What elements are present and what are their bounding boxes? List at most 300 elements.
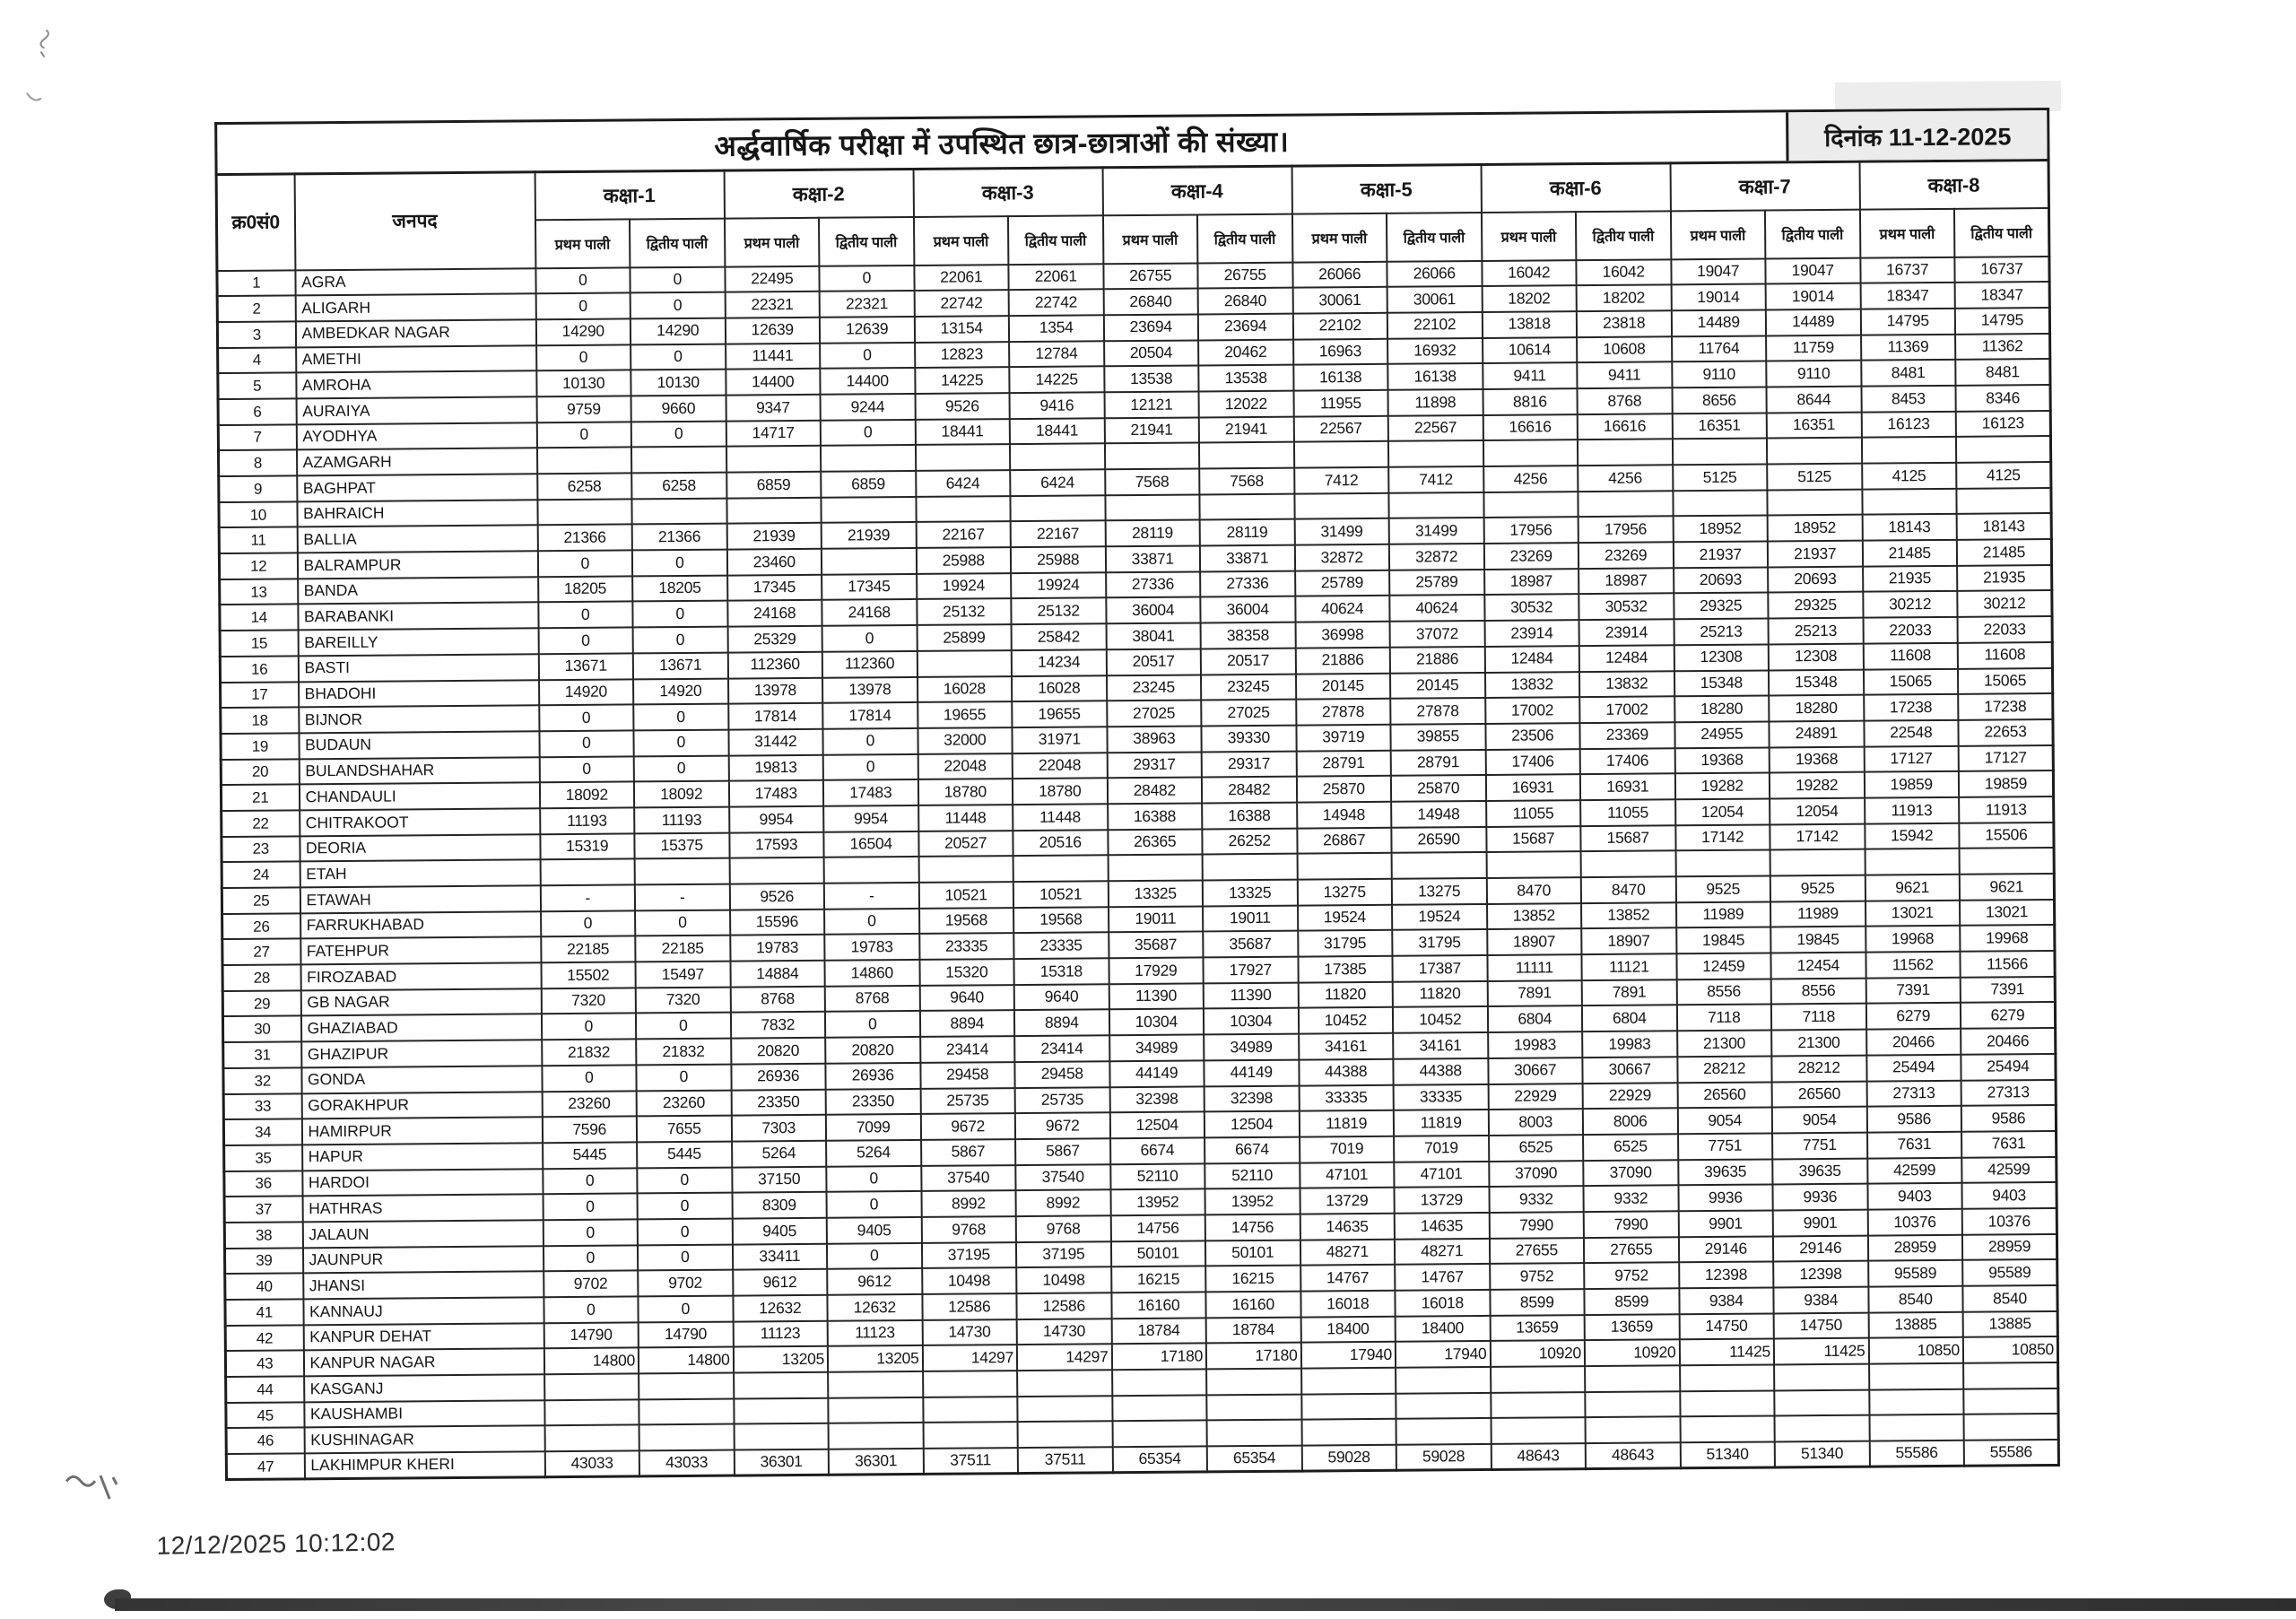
value-cell: 18092 (634, 781, 729, 808)
value-cell: 18987 (1578, 568, 1674, 595)
value-cell: 8768 (1578, 387, 1673, 414)
value-cell: 11055 (1580, 799, 1675, 826)
district-cell: BALLIA (297, 526, 537, 553)
serial-cell: 29 (222, 990, 300, 1016)
value-cell: 11989 (1676, 901, 1771, 928)
value-cell: 32000 (918, 727, 1013, 754)
value-cell: 22929 (1583, 1083, 1678, 1110)
value-cell: 40624 (1295, 596, 1390, 622)
value-cell (1774, 1364, 1869, 1391)
value-cell: 17814 (728, 703, 823, 730)
value-cell: 7568 (1199, 468, 1294, 495)
value-cell: 28959 (1962, 1234, 2057, 1261)
value-cell: 23260 (637, 1090, 732, 1117)
value-cell: 29317 (1107, 752, 1202, 779)
value-cell: 0 (634, 755, 729, 782)
value-cell: 17142 (1770, 823, 1865, 850)
value-cell: 27336 (1106, 571, 1201, 598)
value-cell (829, 1423, 924, 1449)
value-cell: 9525 (1770, 875, 1866, 902)
value-cell: 9901 (1773, 1210, 1868, 1237)
value-cell: 17927 (1203, 957, 1298, 984)
district-cell: GORAKHPUR (301, 1092, 542, 1119)
district-cell: JHANSI (303, 1272, 544, 1300)
value-cell: 17956 (1578, 517, 1674, 544)
value-cell: 19813 (728, 754, 823, 781)
value-cell: 44149 (1204, 1059, 1299, 1086)
district-cell: BUDAUN (299, 731, 539, 759)
serial-cell: 16 (220, 656, 298, 682)
serial-cell: 20 (221, 759, 299, 785)
value-cell: 22321 (725, 292, 820, 318)
value-cell: 9702 (544, 1271, 639, 1298)
value-cell: 9954 (729, 806, 824, 833)
value-cell: 18092 (539, 782, 634, 809)
value-cell: 25988 (916, 547, 1011, 574)
value-cell: 0 (824, 909, 919, 936)
value-cell (537, 499, 632, 526)
value-cell: 27336 (1200, 570, 1295, 597)
value-cell: 39330 (1201, 725, 1296, 752)
value-cell: 14489 (1671, 309, 1766, 336)
value-cell: 26560 (1772, 1081, 1867, 1108)
value-cell: 20516 (1013, 830, 1108, 857)
value-cell: 13205 (733, 1346, 828, 1373)
value-cell: 7118 (1676, 1005, 1771, 1031)
value-cell: 13154 (914, 316, 1009, 343)
value-cell: 22185 (635, 936, 730, 962)
value-cell: 12823 (915, 342, 1010, 369)
value-cell: 15497 (635, 962, 730, 988)
value-cell: 18441 (915, 419, 1010, 446)
value-cell: 6525 (1489, 1135, 1584, 1162)
value-cell: 29317 (1202, 751, 1297, 778)
value-cell: 9640 (1014, 984, 1109, 1011)
value-cell: 5867 (1015, 1138, 1110, 1165)
value-cell: 16388 (1202, 803, 1297, 830)
value-cell: 18784 (1206, 1317, 1301, 1344)
value-cell: 8003 (1488, 1109, 1583, 1136)
value-cell (631, 447, 726, 474)
value-cell (1301, 1394, 1396, 1421)
serial-cell: 44 (226, 1376, 304, 1402)
value-cell: 5867 (921, 1139, 1016, 1166)
value-cell: 52110 (1110, 1163, 1205, 1190)
table-body (217, 257, 2059, 1480)
value-cell: 0 (638, 1296, 733, 1323)
class-header-cell: कक्षा-3 (913, 168, 1102, 217)
serial-cell: 8 (219, 450, 297, 476)
value-cell: 1354 (1009, 315, 1104, 342)
value-cell: 0 (541, 1014, 636, 1040)
value-cell: 22321 (820, 291, 915, 318)
value-cell: 9672 (920, 1113, 1015, 1140)
serial-cell: 25 (222, 887, 300, 913)
value-cell: 18347 (1955, 282, 2050, 309)
value-cell: 8599 (1584, 1288, 1679, 1315)
value-cell (1680, 1416, 1775, 1443)
value-cell: 20517 (1201, 648, 1296, 675)
value-cell: 112360 (822, 651, 918, 678)
pencil-mark-left (22, 85, 52, 112)
value-cell: 11123 (828, 1320, 923, 1347)
district-cell: JAUNPUR (302, 1246, 543, 1274)
value-cell: 7990 (1489, 1212, 1584, 1239)
value-cell: 9640 (919, 985, 1014, 1012)
value-cell: 9936 (1678, 1185, 1773, 1212)
value-cell: 32398 (1109, 1086, 1205, 1113)
value-cell: 14948 (1297, 802, 1392, 829)
value-cell: 7118 (1771, 1004, 1866, 1031)
value-cell: 16504 (823, 831, 918, 858)
shift-header-cell: प्रथम पाली (1481, 212, 1576, 261)
value-cell: 14767 (1395, 1264, 1490, 1291)
value-cell: 28119 (1105, 520, 1200, 547)
value-cell: 22742 (914, 290, 1009, 317)
value-cell: 14920 (633, 678, 728, 705)
value-cell: 55586 (1964, 1440, 2059, 1467)
value-cell: 14225 (915, 367, 1010, 394)
value-cell: 25789 (1295, 570, 1390, 597)
value-cell: 26590 (1391, 827, 1486, 854)
value-cell: 23350 (731, 1089, 826, 1116)
value-cell (1486, 851, 1581, 878)
value-cell: 19655 (1012, 701, 1107, 727)
value-cell: 17940 (1396, 1341, 1491, 1368)
value-cell: 25213 (1674, 619, 1769, 646)
value-cell: 14790 (639, 1321, 734, 1348)
value-cell: 42599 (1961, 1157, 2057, 1184)
value-cell (1491, 1366, 1586, 1393)
district-cell: FATEHPUR (300, 937, 541, 965)
value-cell: 10376 (1962, 1208, 2057, 1235)
value-cell: 12121 (1104, 391, 1199, 418)
value-cell: 9702 (638, 1270, 733, 1297)
value-cell: 29146 (1678, 1236, 1773, 1263)
class-header-cell: कक्षा-2 (724, 169, 913, 218)
value-cell (1388, 492, 1483, 519)
value-cell: 8894 (919, 1011, 1014, 1038)
serial-cell: 38 (224, 1222, 302, 1248)
value-cell: 18441 (1010, 418, 1105, 445)
value-cell: 13021 (1866, 901, 1961, 927)
serial-cell: 41 (225, 1299, 303, 1325)
value-cell: 16388 (1108, 803, 1203, 830)
serial-cell: 31 (223, 1041, 301, 1067)
value-cell: 11441 (726, 343, 821, 370)
district-cell: BAHRAICH (297, 500, 537, 527)
value-cell: 11121 (1581, 953, 1676, 980)
value-cell: 15319 (540, 833, 635, 860)
value-cell: 15065 (1958, 667, 2053, 694)
value-cell (1013, 856, 1109, 883)
district-cell: BALRAMPUR (297, 551, 537, 579)
value-cell (1297, 853, 1392, 880)
value-cell: 36301 (829, 1449, 924, 1475)
value-cell: 6258 (631, 473, 726, 500)
serial-cell: 11 (219, 527, 297, 553)
value-cell (828, 1371, 923, 1398)
value-cell (1294, 492, 1389, 519)
value-cell: 18202 (1482, 285, 1577, 312)
value-cell: 19014 (1766, 283, 1861, 310)
value-cell: 25870 (1391, 775, 1486, 802)
value-cell: 6424 (916, 470, 1011, 497)
value-cell: 22048 (1013, 753, 1108, 779)
value-cell (1775, 1415, 1870, 1442)
value-cell: 9110 (1766, 361, 1861, 387)
value-cell: 18143 (1957, 513, 2052, 540)
value-cell: 6258 (537, 473, 632, 500)
value-cell: 30061 (1292, 287, 1387, 314)
value-cell: 7391 (1961, 977, 2056, 1004)
serial-cell: 42 (225, 1325, 303, 1351)
value-cell: 48643 (1491, 1443, 1586, 1470)
value-cell: 0 (827, 1191, 922, 1218)
shift-header-cell: प्रथम पाली (724, 217, 819, 266)
value-cell: 14756 (1205, 1214, 1300, 1241)
value-cell: 28482 (1202, 777, 1297, 804)
value-cell: 8644 (1766, 387, 1861, 413)
value-cell (821, 445, 916, 472)
value-cell: 10130 (631, 370, 726, 396)
value-cell: 28482 (1107, 778, 1202, 805)
value-cell: 23914 (1579, 619, 1674, 646)
value-cell: 12632 (827, 1294, 922, 1321)
value-cell: 9244 (821, 394, 916, 421)
value-cell (916, 496, 1011, 523)
value-cell: 0 (635, 910, 730, 936)
value-cell (1672, 439, 1767, 466)
value-cell (1112, 1395, 1207, 1422)
value-cell: 7891 (1487, 980, 1582, 1007)
value-cell: 9416 (1010, 392, 1105, 419)
value-cell (1396, 1393, 1491, 1420)
value-cell: 26755 (1197, 262, 1292, 289)
value-cell: 23818 (1577, 310, 1672, 337)
value-cell: 9525 (1675, 875, 1770, 902)
value-cell: 6859 (726, 472, 822, 499)
value-cell: 10521 (1013, 881, 1109, 908)
value-cell: 27655 (1489, 1238, 1584, 1265)
value-cell (923, 1423, 1018, 1449)
value-cell (1964, 1414, 2059, 1441)
value-cell: 30532 (1578, 594, 1674, 621)
value-cell: 19282 (1674, 773, 1770, 800)
value-cell: 6279 (1961, 1002, 2056, 1029)
value-cell: 0 (822, 625, 918, 652)
district-cell: GONDA (301, 1066, 542, 1093)
serial-cell: 2 (217, 296, 295, 322)
value-cell: 13325 (1108, 880, 1203, 907)
value-cell: 14290 (535, 318, 631, 345)
value-cell: 25329 (727, 626, 822, 653)
value-cell: 13275 (1392, 878, 1487, 905)
value-cell (1581, 851, 1676, 878)
serial-cell: 12 (219, 553, 297, 579)
value-cell: 37195 (921, 1242, 1016, 1269)
value-cell: 0 (537, 550, 632, 577)
value-cell: 8768 (730, 987, 825, 1014)
value-cell: 0 (638, 1244, 733, 1271)
serial-cell: 46 (226, 1428, 304, 1454)
value-cell: 0 (633, 627, 728, 654)
value-cell: 9110 (1672, 361, 1767, 388)
value-cell: 112360 (727, 652, 822, 679)
value-cell: 27025 (1201, 700, 1296, 727)
value-cell: 0 (638, 1219, 733, 1246)
value-cell: 21300 (1771, 1030, 1866, 1057)
value-cell: 43033 (639, 1450, 735, 1477)
value-cell: 17593 (729, 831, 824, 858)
serial-cell: 9 (219, 475, 297, 501)
value-cell: 19968 (1866, 926, 1961, 953)
value-cell: 5264 (826, 1140, 921, 1167)
value-cell: 23460 (726, 549, 822, 576)
value-cell: 36004 (1200, 596, 1295, 623)
value-cell: 33871 (1200, 545, 1295, 572)
report-table-block (214, 108, 2060, 1481)
value-cell: 13832 (1579, 671, 1674, 698)
value-cell (1301, 1419, 1396, 1446)
shift-header-cell: प्रथम पाली (1859, 208, 1954, 257)
value-cell: 13978 (728, 677, 823, 704)
value-cell: 7320 (541, 988, 636, 1014)
value-cell: 27313 (1961, 1079, 2057, 1106)
value-cell (1199, 493, 1294, 520)
value-cell (1963, 1362, 2058, 1389)
value-cell (1963, 1388, 2058, 1415)
value-cell: 20145 (1390, 672, 1485, 699)
district-cell: AZAMGARH (296, 448, 536, 476)
value-cell: 26560 (1677, 1082, 1772, 1109)
value-cell: 21941 (1199, 416, 1294, 443)
value-cell: 16042 (1576, 259, 1671, 286)
value-cell: 23335 (919, 933, 1014, 960)
value-cell: 6525 (1583, 1134, 1678, 1161)
value-cell: 26066 (1387, 260, 1482, 287)
value-cell: 24955 (1674, 721, 1770, 748)
value-cell: 0 (539, 730, 634, 757)
value-cell: 36998 (1295, 622, 1390, 648)
value-cell: 0 (636, 1064, 731, 1091)
district-cell: GHAZIABAD (300, 1014, 541, 1042)
value-cell (544, 1425, 639, 1452)
shift-header-cell: द्वितीय पाली (630, 218, 725, 267)
value-cell: 28212 (1677, 1056, 1772, 1083)
value-cell: 16737 (1860, 257, 1955, 283)
value-cell: 15596 (730, 909, 825, 936)
value-cell: 50101 (1110, 1240, 1205, 1267)
value-cell: 19983 (1488, 1031, 1583, 1058)
value-cell: 14750 (1679, 1313, 1774, 1340)
value-cell: 0 (542, 1065, 637, 1092)
district-cell: KUSHINAGAR (304, 1426, 544, 1454)
value-cell: 31442 (728, 729, 823, 756)
value-cell: 23350 (826, 1088, 921, 1115)
value-cell: 31499 (1389, 518, 1484, 544)
value-cell: 28791 (1296, 750, 1391, 777)
value-cell (1680, 1390, 1775, 1417)
value-cell: 8599 (1490, 1289, 1585, 1316)
value-cell: 21935 (1863, 566, 1958, 593)
value-cell: 34989 (1204, 1034, 1299, 1061)
shift-header-cell: द्वितीय पाली (1576, 211, 1671, 260)
value-cell: 23245 (1201, 674, 1296, 701)
value-cell: 20462 (1198, 339, 1293, 366)
value-cell: 8540 (1868, 1286, 1963, 1313)
value-cell: 13852 (1487, 903, 1582, 930)
serial-cell: 39 (224, 1248, 302, 1274)
value-cell: 10452 (1393, 1006, 1488, 1033)
page-title: अर्द्धवार्षिक परीक्षा में उपस्थित छात्र-छात्राओं की संख्या। (714, 125, 1290, 162)
value-cell: 14489 (1766, 309, 1861, 336)
value-cell: 16123 (1861, 411, 1956, 438)
value-cell: 16737 (1954, 257, 2049, 283)
shift-header-cell: प्रथम पाली (1102, 214, 1197, 264)
value-cell: 16028 (918, 676, 1013, 703)
value-cell: 19783 (824, 934, 919, 961)
value-cell: 48643 (1586, 1442, 1681, 1469)
value-cell: 27878 (1296, 699, 1391, 726)
value-cell: 15065 (1863, 668, 1958, 695)
shift-header-cell: प्रथम पाली (1670, 210, 1765, 259)
value-cell: 14400 (726, 369, 821, 396)
serial-cell: 37 (224, 1197, 302, 1223)
value-cell (1491, 1418, 1586, 1445)
value-cell: 25494 (1961, 1054, 2056, 1081)
value-cell (1578, 491, 1673, 518)
value-cell: 16160 (1205, 1292, 1300, 1319)
serial-cell: 7 (218, 424, 296, 450)
value-cell: 15348 (1769, 669, 1864, 696)
serial-cell: 40 (225, 1274, 303, 1300)
value-cell: 16215 (1205, 1266, 1300, 1293)
value-cell: 16123 (1956, 411, 2051, 438)
value-cell: 4125 (1956, 462, 2051, 489)
shift-header-cell: द्वितीय पाली (1387, 212, 1482, 261)
value-cell (639, 1373, 734, 1400)
value-cell: 26840 (1198, 288, 1293, 315)
value-cell: 9403 (1961, 1182, 2057, 1209)
value-cell: 50101 (1205, 1240, 1300, 1266)
value-cell: 14884 (730, 961, 825, 988)
value-cell: 8556 (1676, 979, 1771, 1005)
value-cell (1203, 854, 1298, 881)
value-cell: 17406 (1580, 748, 1675, 775)
value-cell: 17940 (1300, 1342, 1396, 1369)
value-cell: - (824, 883, 919, 910)
value-cell (1680, 1365, 1775, 1392)
district-cell: ALIGARH (295, 293, 535, 321)
value-cell: 25735 (1015, 1087, 1110, 1114)
value-cell: 23369 (1579, 722, 1674, 749)
value-cell: 37540 (921, 1165, 1016, 1192)
value-cell (1017, 1396, 1112, 1423)
value-cell (1396, 1418, 1492, 1445)
value-cell: 22929 (1488, 1084, 1583, 1110)
district-cell: HATHRAS (302, 1194, 543, 1222)
value-cell: 22567 (1293, 415, 1388, 442)
serial-cell: 14 (220, 605, 298, 631)
value-cell: 0 (541, 910, 636, 937)
value-cell: 26252 (1202, 828, 1297, 855)
class-header-cell: कक्षा-6 (1481, 163, 1670, 213)
shift-header-cell: द्वितीय पाली (1765, 209, 1860, 258)
value-cell: 7751 (1772, 1133, 1867, 1160)
value-cell (824, 857, 919, 883)
value-cell: 14948 (1391, 801, 1486, 828)
